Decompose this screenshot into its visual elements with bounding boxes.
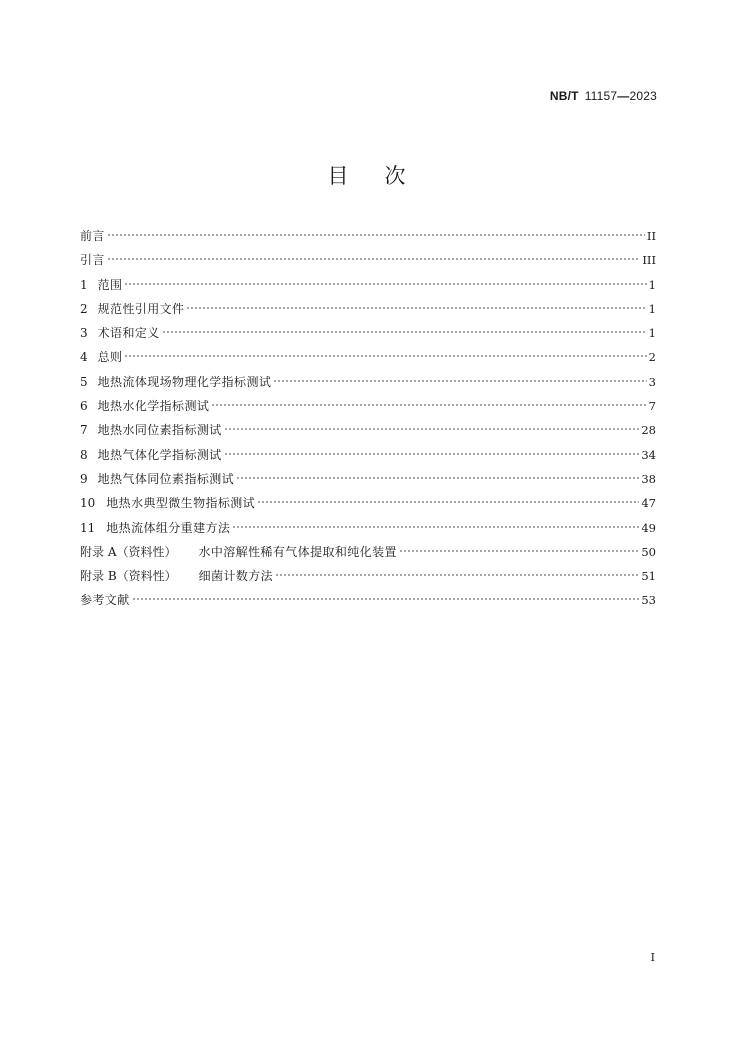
- standard-code: [550, 89, 657, 103]
- toc-entry-page: 53: [641, 593, 656, 608]
- toc-entry[interactable]: [80, 470, 656, 494]
- toc-entry[interactable]: [80, 324, 656, 348]
- toc-entry[interactable]: [80, 397, 656, 421]
- toc-entry[interactable]: [80, 348, 656, 372]
- toc-entry-title: 总则: [97, 350, 123, 365]
- toc-entry-title: 引言: [80, 253, 105, 268]
- toc-dot-leader: [124, 354, 646, 358]
- toc-entry[interactable]: [80, 591, 656, 615]
- toc-entry-title: 范围: [97, 277, 123, 292]
- toc-entry[interactable]: [80, 446, 656, 470]
- toc-entry-title: 地热气体同位素指标测试: [97, 471, 235, 486]
- toc-dot-leader: [224, 452, 640, 456]
- toc-entry-number: 5: [80, 374, 88, 389]
- toc-entry-title: 术语和定义: [97, 326, 160, 341]
- toc-entry-title: 地热水化学指标测试: [97, 399, 210, 414]
- toc-entry[interactable]: [80, 373, 656, 397]
- toc-entry-page: II: [646, 229, 656, 243]
- toc-entry-page: 7: [648, 399, 656, 414]
- toc-entry-annex-label: 附录 B（资料性）: [80, 569, 177, 584]
- toc-dot-leader: [224, 427, 640, 431]
- toc-entry-annex-label: 附录 A（资料性）: [80, 544, 177, 559]
- toc-entry-number: 7: [80, 423, 88, 438]
- toc-entry[interactable]: [80, 251, 656, 275]
- toc-dot-leader: [275, 573, 639, 577]
- standard-prefix: NB/T: [549, 89, 579, 103]
- toc-entry-number: 3: [80, 326, 88, 341]
- toc-dot-leader: [124, 282, 646, 286]
- toc-entry-page: 47: [641, 496, 656, 511]
- toc-entry-number: 1: [80, 277, 88, 292]
- toc-entry-page: 28: [641, 423, 656, 438]
- toc-entry-title: 水中溶解性稀有气体提取和纯化装置: [198, 544, 397, 559]
- toc-entry[interactable]: [80, 300, 656, 324]
- toc-entry-title: 地热气体化学指标测试: [97, 447, 222, 462]
- toc-dot-leader: [232, 525, 639, 529]
- toc-dot-leader: [257, 500, 639, 504]
- toc-entry-title: 规范性引用文件: [97, 301, 185, 316]
- table-of-contents: [80, 227, 656, 616]
- toc-dot-leader: [107, 233, 645, 237]
- toc-entry[interactable]: [80, 227, 656, 251]
- toc-entry-page: 3: [648, 374, 656, 389]
- toc-dot-leader: [236, 476, 639, 480]
- toc-entry-page: 1: [648, 277, 656, 292]
- toc-dot-leader: [186, 306, 646, 310]
- toc-dot-leader: [399, 549, 639, 553]
- toc-dot-leader: [107, 257, 641, 261]
- toc-entry-title: 地热水同位素指标测试: [97, 423, 222, 438]
- toc-entry-title: 细菌计数方法: [198, 569, 274, 584]
- page-title: 目次: [327, 164, 442, 188]
- toc-entry-number: 9: [80, 471, 88, 486]
- standard-dash: —: [617, 89, 630, 103]
- toc-dot-leader: [211, 403, 646, 407]
- toc-entry-number: 10: [80, 496, 96, 511]
- toc-entry-title: 地热流体现场物理化学指标测试: [97, 374, 272, 389]
- toc-entry-page: 1: [648, 301, 656, 316]
- toc-entry-title: 参考文献: [80, 593, 130, 608]
- toc-entry[interactable]: [80, 494, 656, 518]
- toc-entry-page: 51: [641, 569, 656, 584]
- toc-entry-page: 38: [641, 471, 656, 486]
- page-number: I: [650, 951, 655, 964]
- standard-year: 2023: [629, 89, 657, 103]
- toc-entry-title: 地热流体组分重建方法: [106, 520, 231, 535]
- toc-entry-page: 34: [641, 447, 656, 462]
- toc-entry-page: 1: [648, 326, 656, 341]
- toc-entry-page: III: [642, 253, 656, 268]
- toc-entry[interactable]: [80, 567, 656, 591]
- toc-entry[interactable]: [80, 519, 656, 543]
- toc-entry-page: 49: [641, 520, 656, 535]
- toc-entry-title: 前言: [80, 229, 105, 243]
- toc-entry-page: 2: [648, 350, 656, 365]
- toc-entry[interactable]: [80, 543, 656, 567]
- toc-entry-number: 11: [80, 520, 96, 535]
- toc-entry-number: 4: [80, 350, 88, 365]
- toc-entry-number: 2: [80, 301, 88, 316]
- toc-entry-number: 6: [80, 399, 88, 414]
- standard-number: 11157: [584, 89, 618, 103]
- toc-dot-leader: [132, 597, 640, 601]
- toc-entry-title: 地热水典型微生物指标测试: [106, 496, 256, 511]
- toc-entry[interactable]: [80, 421, 656, 445]
- toc-entry-number: 8: [80, 447, 88, 462]
- toc-entry-page: 50: [641, 544, 656, 559]
- toc-dot-leader: [162, 330, 647, 334]
- toc-dot-leader: [273, 379, 646, 383]
- toc-entry[interactable]: [80, 276, 656, 300]
